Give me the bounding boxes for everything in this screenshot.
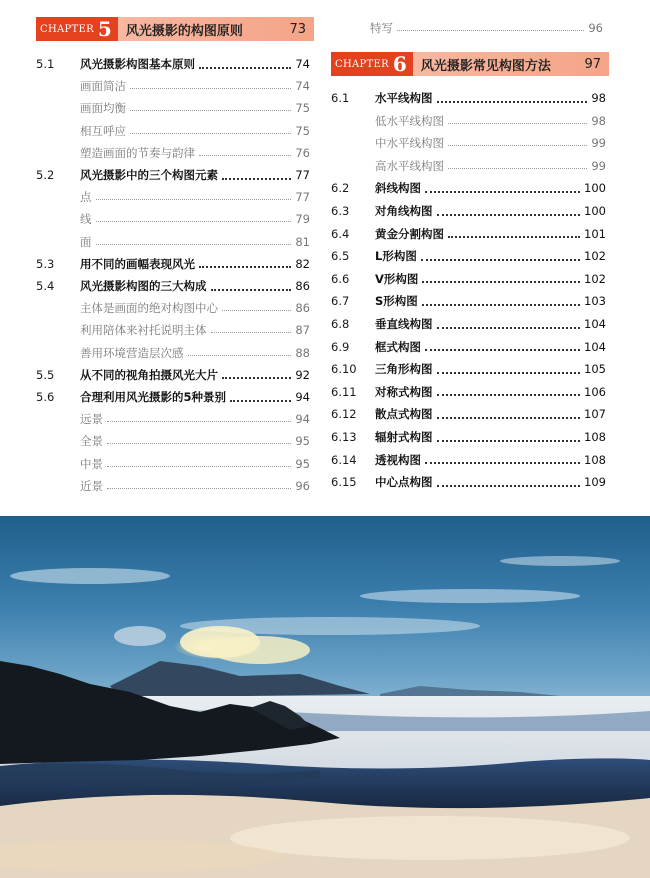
chapter-5-title: 风光摄影的构图原则 [125, 23, 243, 39]
chapter-5-page: 73 [289, 21, 306, 37]
toc-entry-page: 75 [295, 123, 310, 138]
toc-entry-title: S形构图 [375, 294, 418, 309]
toc-entry-title: 风光摄影构图基本原则 [80, 57, 195, 71]
toc-entry[interactable] [331, 178, 606, 198]
toc-entry-page: 77 [295, 190, 310, 205]
leader-dots [96, 198, 292, 200]
toc-entry[interactable] [331, 291, 606, 311]
toc-entry-page: 100 [584, 181, 606, 196]
toc-entry-title: 善用环境营造层次感 [80, 345, 184, 360]
toc-entry-page: 98 [591, 113, 606, 128]
toc-entry[interactable] [331, 156, 606, 176]
toc-entry[interactable] [36, 187, 310, 207]
toc-entry-title: 三角形构图 [375, 362, 433, 377]
leader-dots [230, 399, 291, 402]
toc-entry-page: 108 [584, 430, 606, 444]
toc-entry-title: 用不同的画幅表现风光 [80, 256, 195, 271]
toc-entry[interactable] [331, 246, 606, 266]
toc-entry-number: 5.2 [36, 168, 55, 182]
toc-entry-page: 100 [584, 204, 606, 218]
toc-entry-title: 相互呼应 [80, 123, 126, 138]
toc-entry-page: 95 [295, 434, 310, 449]
toc-entry[interactable] [36, 98, 310, 118]
toc-entry[interactable] [331, 133, 606, 153]
toc-entry[interactable] [36, 343, 310, 363]
toc-entry-number: 6.12 [331, 407, 357, 422]
toc-entry[interactable] [36, 365, 310, 385]
toc-entry-title: L形构图 [375, 249, 417, 264]
toc-entry-page: 75 [295, 101, 310, 116]
toc-entry[interactable] [331, 359, 606, 379]
leader-dots [421, 258, 580, 261]
toc-entry[interactable] [36, 165, 310, 185]
toc-entry-page: 76 [295, 145, 310, 160]
toc-entry-number: 6.11 [331, 384, 357, 399]
toc-entry-page: 98 [591, 91, 606, 105]
toc-entry-page: 94 [295, 412, 310, 427]
leader-dots [448, 235, 580, 238]
toc-entry[interactable] [331, 382, 606, 402]
toc-entry-page: 92 [295, 367, 310, 382]
toc-entry-number: 6.3 [331, 204, 350, 218]
leader-dots [448, 144, 587, 146]
toc-entry-page: 109 [584, 475, 606, 490]
toc-entry[interactable] [36, 143, 310, 163]
chapter-5-tag [36, 17, 118, 41]
toc-entry[interactable] [331, 337, 606, 357]
toc-entry-page: 105 [584, 362, 606, 377]
toc-entry[interactable] [36, 276, 310, 296]
chapter-6-header [331, 52, 609, 76]
chapter-5-header [36, 17, 314, 41]
toc-entry-title: 风光摄影构图的三大构成 [80, 279, 207, 293]
chapter-6-tag [331, 52, 413, 76]
toc-entry-title: 从不同的视角拍摄风光大片 [80, 367, 218, 382]
toc-entry[interactable] [36, 76, 310, 96]
toc-entry-number: 6.4 [331, 226, 350, 241]
toc-entry-number: 5.3 [36, 256, 55, 271]
leader-dots [437, 326, 581, 329]
toc-entry-page: 95 [295, 456, 310, 471]
leader-dots [188, 354, 292, 356]
toc-entry-title: 高水平线构图 [375, 158, 444, 173]
toc-entry-title: 对角线构图 [375, 204, 433, 218]
leader-dots [130, 132, 291, 134]
toc-entry-number: 6.8 [331, 317, 350, 331]
leader-dots [222, 376, 291, 379]
toc-entry-page: 77 [295, 168, 310, 182]
toc-entry[interactable] [36, 121, 310, 141]
toc-entry-number: 5.5 [36, 367, 55, 382]
toc-entry-page: 101 [584, 226, 606, 241]
toc-entry-title: 塑造画面的节奏与韵律 [80, 145, 195, 160]
toc-entry[interactable] [331, 88, 606, 108]
toc-entry-title: 远景 [80, 412, 103, 427]
toc-entry-number: 6.6 [331, 271, 350, 286]
toc-entry-title: 画面均衡 [80, 101, 126, 116]
toc-entry-title: 辐射式构图 [375, 430, 433, 444]
chapter-5-word: CHAPTER [40, 23, 94, 35]
toc-entry-title: 点 [80, 190, 92, 205]
leader-dots [107, 420, 291, 422]
toc-entry-title: 风光摄影中的三个构图元素 [80, 168, 218, 182]
leader-dots [199, 66, 291, 69]
toc-entry-page: 102 [584, 271, 606, 286]
toc-entry[interactable] [36, 320, 310, 340]
leader-dots [96, 220, 292, 222]
leader-dots [425, 461, 580, 464]
leader-dots [222, 309, 291, 311]
leader-dots [437, 213, 581, 216]
toc-entry-title: 合理利用风光摄影的5种景别 [80, 390, 227, 404]
sea-of-clouds-image [0, 516, 650, 878]
toc-entry-title: 散点式构图 [375, 407, 433, 422]
chapter-6-page: 97 [584, 56, 601, 72]
landscape-photo [0, 516, 650, 878]
toc-entry-page: 96 [588, 21, 603, 35]
toc-entry-title: 近景 [80, 478, 103, 493]
toc-entry[interactable] [331, 111, 606, 131]
chapter-6-title: 风光摄影常见构图方法 [420, 58, 551, 74]
toc-entry-title: 框式构图 [375, 339, 421, 354]
toc-entry-title: 垂直线构图 [375, 317, 433, 331]
leader-dots [211, 288, 292, 291]
toc-entry-title: 透视构图 [375, 452, 421, 467]
toc-entry-page: 74 [295, 79, 310, 94]
toc-entry-title: 全景 [80, 434, 103, 449]
toc-entry-page: 88 [295, 345, 310, 360]
toc-entry-number: 6.5 [331, 249, 350, 264]
toc-entry-title: 低水平线构图 [375, 113, 444, 128]
leader-dots [437, 371, 581, 374]
toc-entry-title: 主体是画面的绝对构图中心 [80, 301, 218, 316]
toc-entry[interactable] [36, 454, 310, 474]
leader-dots [437, 416, 581, 419]
leader-dots [199, 154, 291, 156]
toc-entry[interactable] [331, 472, 606, 492]
toc-entry-number: 5.4 [36, 279, 55, 293]
toc-entry[interactable] [36, 387, 310, 407]
toc-entry-page: 79 [295, 212, 310, 227]
toc-entry-number: 5.6 [36, 390, 55, 404]
leader-dots [130, 87, 291, 89]
toc-entry-title: 利用陪体来衬托说明主体 [80, 323, 207, 338]
toc-entry[interactable] [36, 209, 310, 229]
toc-entry[interactable] [331, 201, 606, 221]
toc-entry[interactable] [36, 409, 310, 429]
toc-entry-page: 99 [591, 136, 606, 151]
toc-entry-number: 6.15 [331, 475, 357, 490]
toc-entry[interactable] [331, 450, 606, 470]
leader-dots [425, 348, 580, 351]
toc-entry-page: 81 [295, 234, 310, 249]
toc-entry-page: 96 [295, 478, 310, 493]
toc-entry[interactable] [36, 476, 310, 496]
toc-entry-page: 104 [584, 339, 606, 354]
toc-entry-title: 中水平线构图 [375, 136, 444, 151]
toc-entry-number: 6.7 [331, 294, 350, 309]
toc-entry-title: 中心点构图 [375, 475, 433, 490]
toc-entry-carryover[interactable] [370, 18, 603, 38]
toc-entry[interactable] [36, 254, 310, 274]
toc-entry[interactable] [331, 314, 606, 334]
leader-dots [437, 393, 581, 396]
toc-entry-page: 99 [591, 158, 606, 173]
toc-entry-number: 6.10 [331, 362, 357, 377]
toc-entry-number: 5.1 [36, 57, 55, 71]
leader-dots [437, 484, 581, 487]
leader-dots [199, 265, 291, 268]
chapter-6-number: 6 [392, 52, 407, 76]
toc-entry-title: 水平线构图 [375, 91, 433, 105]
toc-entry-number: 6.2 [331, 181, 350, 196]
leader-dots [107, 442, 291, 444]
toc-entry-title: 特写 [370, 21, 393, 35]
toc-entry-page: 86 [295, 279, 310, 293]
leader-dots [397, 29, 584, 31]
toc-entry[interactable] [36, 431, 310, 451]
toc-entry-title: 黄金分割构图 [375, 226, 444, 241]
leader-dots [107, 465, 291, 467]
toc-entry-title: 对称式构图 [375, 384, 433, 399]
toc-entry[interactable] [331, 404, 606, 424]
leader-dots [422, 280, 580, 283]
toc-entry[interactable] [331, 269, 606, 289]
toc-entry-page: 74 [295, 57, 310, 71]
toc-entry-title: 中景 [80, 456, 103, 471]
leader-dots [222, 177, 291, 180]
toc-entry-page: 86 [295, 301, 310, 316]
toc-entry[interactable] [36, 232, 310, 252]
toc-entry-title: 斜线构图 [375, 181, 421, 196]
toc-entry-page: 103 [584, 294, 606, 309]
chapter-6-word: CHAPTER [335, 58, 389, 70]
toc-entry-number: 6.14 [331, 452, 357, 467]
leader-dots [437, 100, 588, 103]
toc-entry-title: 画面简洁 [80, 79, 126, 94]
toc-entry[interactable] [331, 224, 606, 244]
toc-entry-page: 107 [584, 407, 606, 422]
toc-entry-number: 6.13 [331, 430, 357, 444]
toc-entry-page: 108 [584, 452, 606, 467]
leader-dots [425, 190, 580, 193]
toc-entry[interactable] [36, 298, 310, 318]
toc-entry-title: 线 [80, 212, 92, 227]
leader-dots [448, 122, 587, 124]
toc-entry-page: 94 [295, 390, 310, 404]
leader-dots [211, 331, 292, 333]
leader-dots [96, 243, 292, 245]
leader-dots [448, 167, 587, 169]
toc-entry[interactable] [36, 54, 310, 74]
toc-entry-page: 106 [584, 384, 606, 399]
toc-entry-number: 6.1 [331, 91, 350, 105]
toc-entry[interactable] [331, 427, 606, 447]
toc-entry-page: 87 [295, 323, 310, 338]
toc-entry-page: 104 [584, 317, 606, 331]
leader-dots [107, 487, 291, 489]
leader-dots [437, 439, 581, 442]
toc-entry-page: 82 [295, 256, 310, 271]
toc-entry-title: 面 [80, 234, 92, 249]
toc-entry-page: 102 [584, 249, 606, 264]
leader-dots [130, 109, 291, 111]
toc-entry-title: V形构图 [375, 271, 419, 286]
chapter-5-number: 5 [97, 17, 112, 41]
toc-entry-number: 6.9 [331, 339, 350, 354]
leader-dots [422, 303, 580, 306]
